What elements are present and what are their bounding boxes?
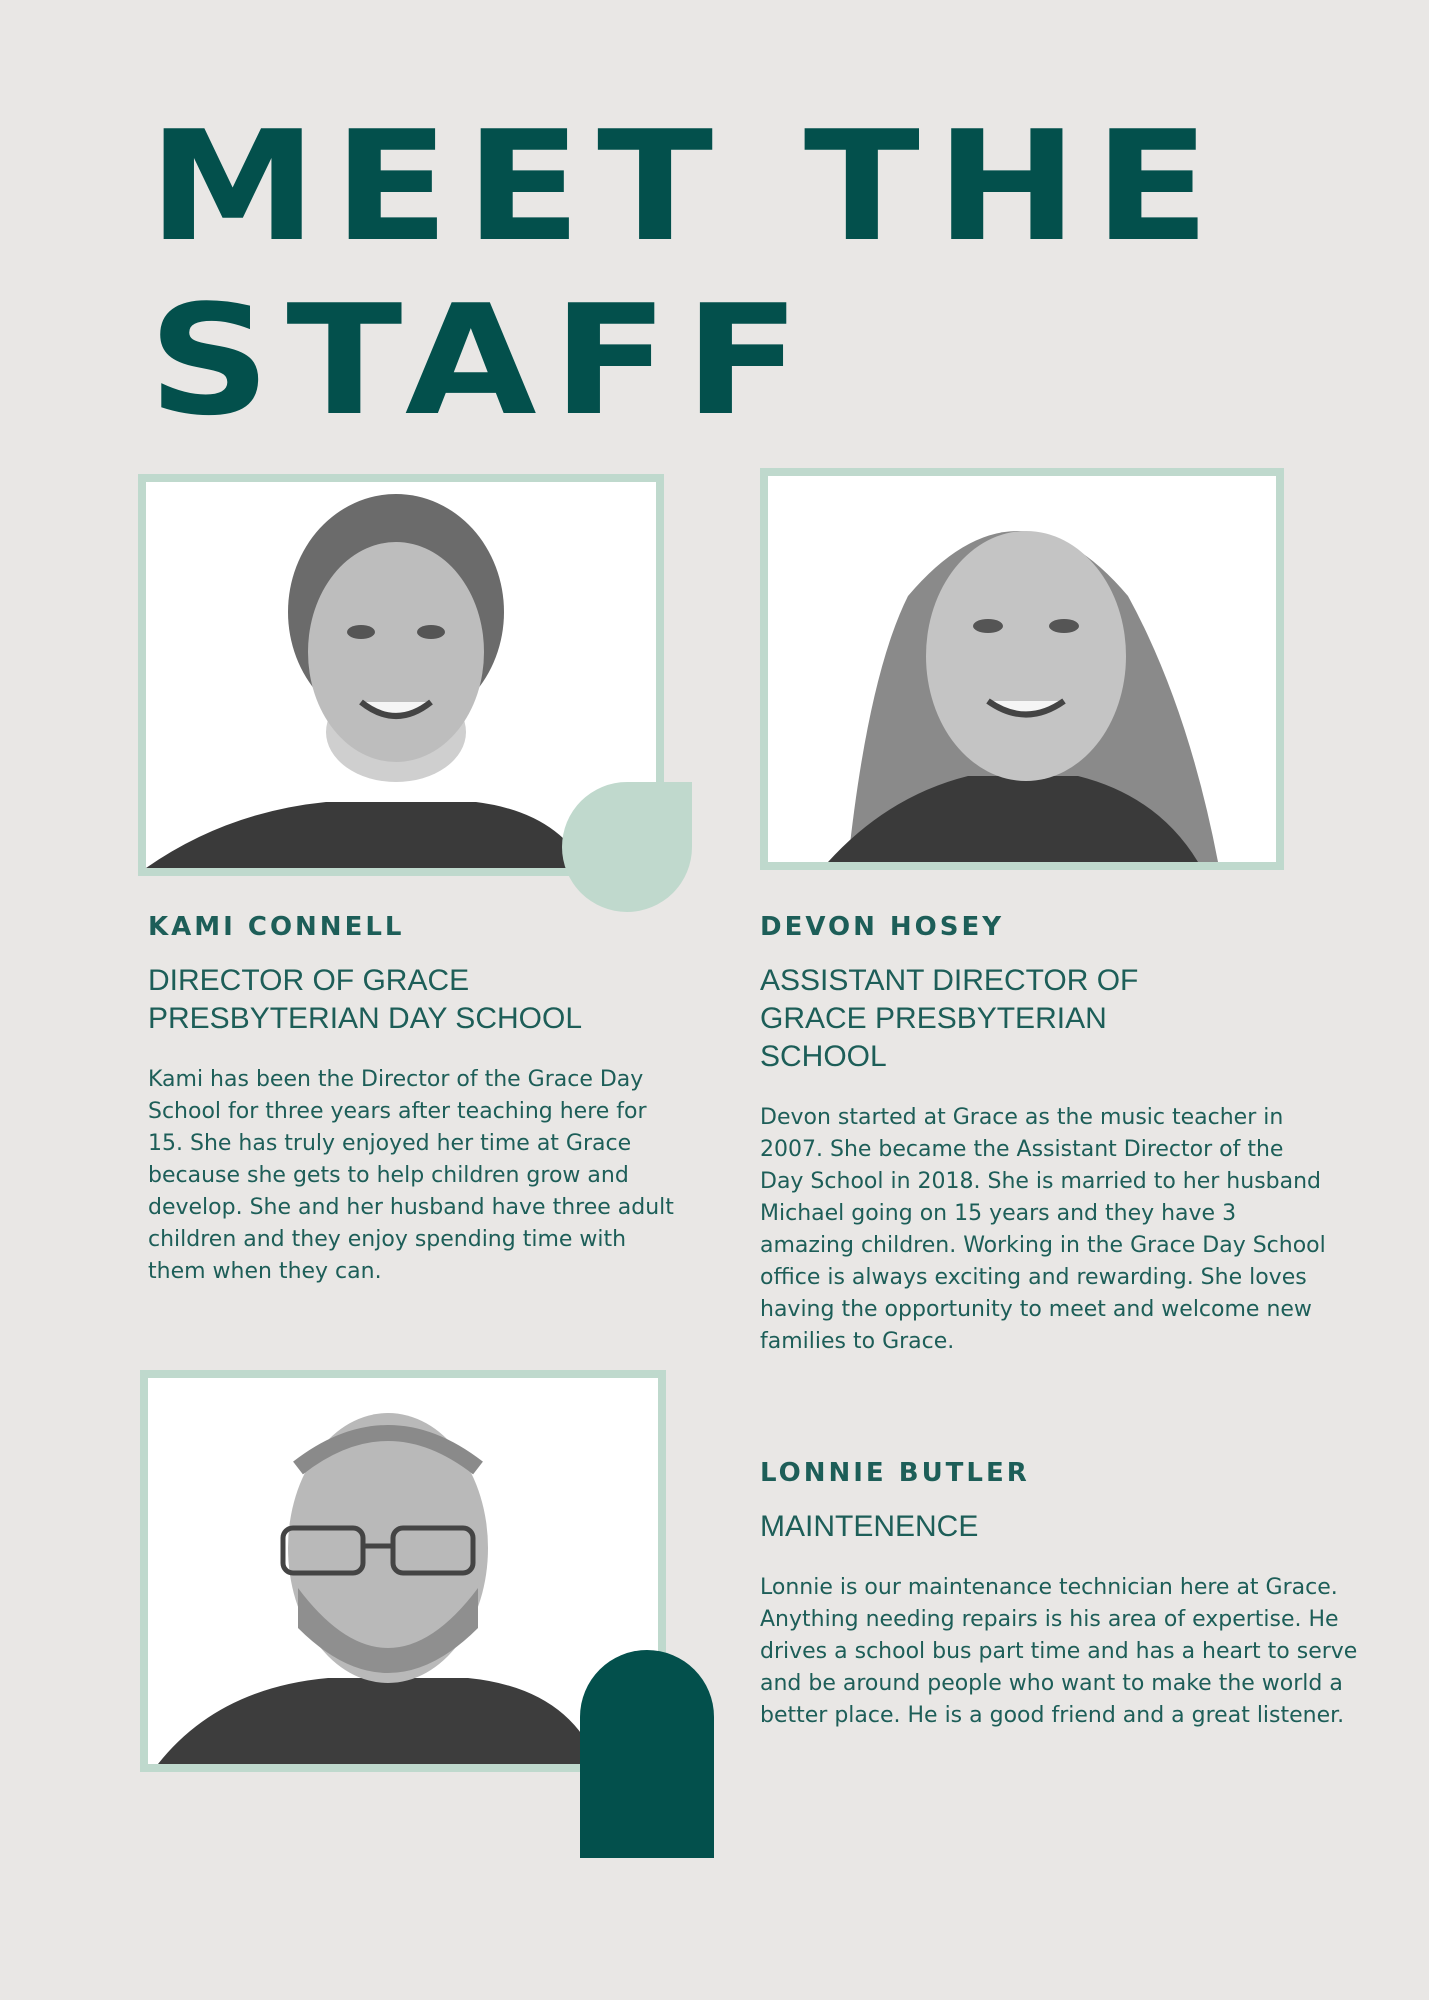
devon-hosey-photo bbox=[760, 468, 1284, 870]
decorative-arch-shape bbox=[580, 1650, 714, 1858]
title-line-2: STAFF bbox=[148, 272, 817, 449]
staff-role-lonnie bbox=[760, 1508, 978, 1546]
staff-role-kami bbox=[148, 962, 582, 1038]
page-title bbox=[148, 100, 1226, 448]
title-line-1: MEET THE bbox=[148, 98, 1226, 275]
staff-name-kami: KAMI CONNELL bbox=[148, 912, 405, 942]
role-line: PRESBYTERIAN DAY SCHOOL bbox=[148, 1002, 583, 1035]
role-line: MAINTENENCE bbox=[760, 1510, 979, 1543]
staff-role-devon bbox=[760, 962, 1138, 1076]
role-line: GRACE PRESBYTERIAN bbox=[760, 1002, 1107, 1035]
decorative-drop-shape bbox=[562, 782, 692, 912]
staff-bio-kami: Kami has been the Director of the Grace Day School for three years after teaching here for 15. She has truly enjoyed her time at Grace because she gets to help children grow and develop. She and her husband have three adult children and they enjoy spending time with them when they can. bbox=[148, 1067, 674, 1284]
staff-bio-devon: Devon started at Grace as the music teacher in 2007. She became the Assistant Director of the Day School in 2018. She is married to her husband Michael going on 15 years and they have 3 amazing children. Working in the Grace Day School office is always exciting and rewarding. She loves having the opportunity to meet and welcome new families to Grace. bbox=[760, 1105, 1326, 1354]
role-line: SCHOOL bbox=[760, 1040, 887, 1073]
staff-bio-lonnie: Lonnie is our maintenance technician here at Grace. Anything needing repairs is his area of expertise. He drives a school bus part time and has a heart to serve and be around people who want to make the world a better place. He is a good friend and a great listener. bbox=[760, 1575, 1358, 1728]
staff-name-devon: DEVON HOSEY bbox=[760, 912, 1005, 942]
role-line: ASSISTANT DIRECTOR OF bbox=[760, 964, 1139, 997]
staff-name-lonnie: LONNIE BUTLER bbox=[760, 1458, 1030, 1488]
role-line: DIRECTOR OF GRACE bbox=[148, 964, 470, 997]
